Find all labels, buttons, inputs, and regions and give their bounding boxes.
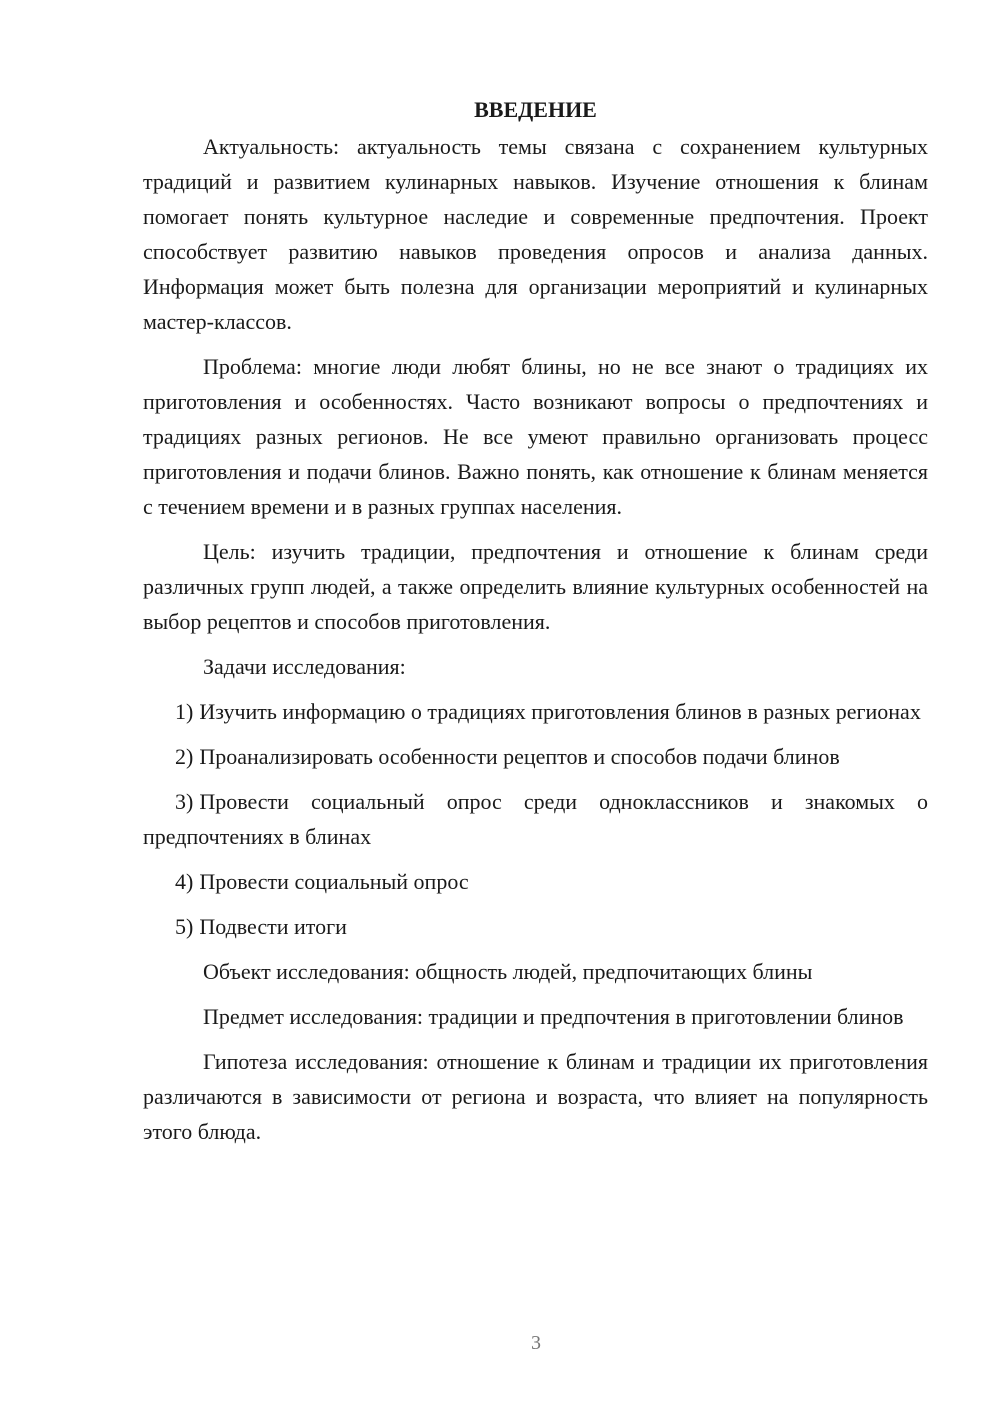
- list-item: [143, 784, 928, 854]
- task-text: Провести социальный опрос: [199, 869, 469, 894]
- section-title: ВВЕДЕНИЕ: [474, 97, 597, 122]
- tasks-heading: Задачи исследования:: [203, 654, 406, 679]
- list-item: [143, 739, 928, 774]
- problem-paragraph: Проблема: многие люди любят блины, но не все знают о традициях их приготовления и особенностях. Часто возникают вопросы о предпочтениях и традициях разных регионов. Не все умеют правильно организовать процесс приготовления и подачи блинов. Важно понять, как отношение к блинам меняется с течением времени и в разных группах населения.: [143, 354, 928, 519]
- task-text: Изучить информацию о традициях приготовления блинов в разных регионах: [199, 699, 921, 724]
- object-paragraph: Объект исследования: общность людей, предпочитающих блины: [203, 959, 813, 984]
- list-item: [143, 694, 928, 729]
- subject-paragraph: Предмет исследования: традиции и предпочтения в приготовлении блинов: [203, 1004, 904, 1029]
- page-number: 3: [531, 1332, 541, 1354]
- list-item: [143, 864, 928, 899]
- task-text: Проанализировать особенности рецептов и способов подачи блинов: [199, 744, 840, 769]
- task-number: 3): [175, 789, 194, 814]
- document-page: [143, 95, 928, 1159]
- goal-paragraph: Цель: изучить традиции, предпочтения и отношение к блинам среди различных групп людей, а также определить влияние культурных особенностей на выбор рецептов и способов приготовления.: [143, 539, 928, 634]
- tasks-list: [143, 694, 928, 944]
- task-number: 4): [175, 869, 194, 894]
- task-number: 1): [175, 699, 194, 724]
- task-text: Подвести итоги: [199, 914, 347, 939]
- relevance-paragraph: Актуальность: актуальность темы связана с сохранением культурных традиций и развитием кулинарных навыков. Изучение отношения к блинам помогает понять культурное наследие и современные предпочтения. Проект способствует развитию навыков проведения опросов и анализа данных. Информация может быть полезна для организации мероприятий и кулинарных мастер-классов.: [143, 134, 928, 334]
- hypothesis-paragraph: Гипотеза исследования: отношение к блинам и традиции их приготовления различаются в зависимости от региона и возраста, что влияет на популярность этого блюда.: [143, 1049, 928, 1144]
- task-text: Провести социальный опрос среди одноклассников и знакомых о предпочтениях в блинах: [143, 789, 928, 849]
- list-item: [143, 909, 928, 944]
- task-number: 5): [175, 914, 194, 939]
- task-number: 2): [175, 744, 194, 769]
